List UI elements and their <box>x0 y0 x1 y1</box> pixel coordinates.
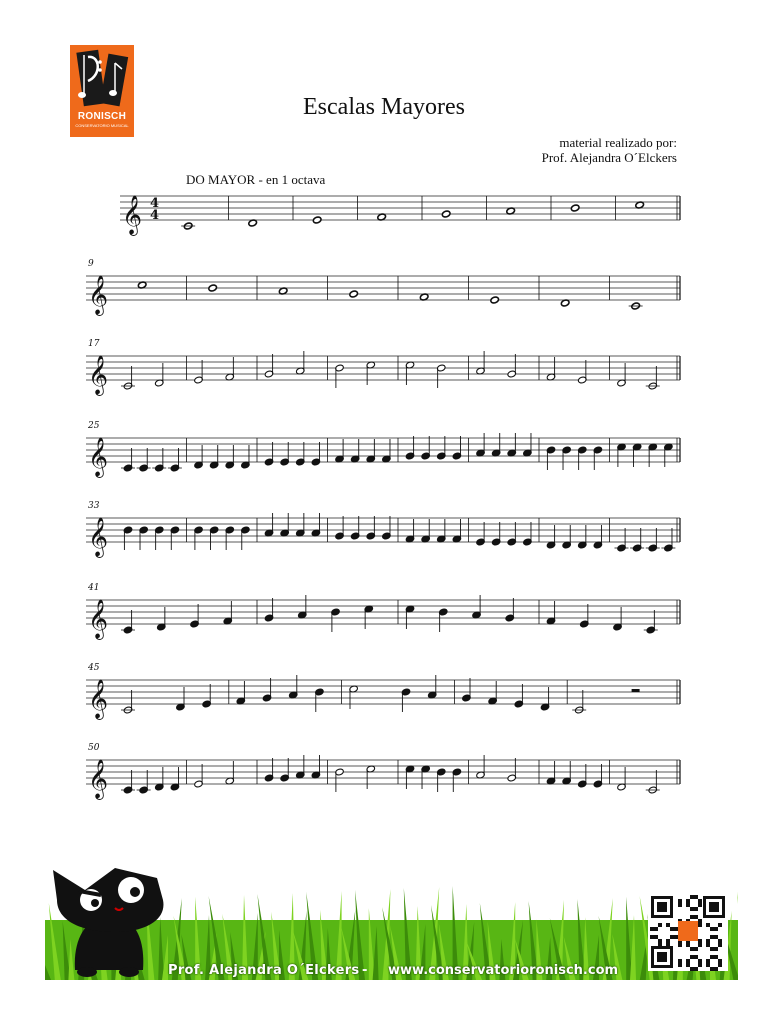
qr-module <box>690 915 694 919</box>
qr-module <box>710 955 714 959</box>
qr-module <box>714 935 718 939</box>
qr-module <box>650 935 654 939</box>
measure-number: 45 <box>88 663 100 673</box>
note-head <box>441 210 450 218</box>
qr-module <box>690 947 694 951</box>
qr-module <box>714 967 718 971</box>
staff-system <box>86 663 680 720</box>
staff-system <box>86 339 680 396</box>
qr-module <box>694 967 698 971</box>
credit-line-1: material realizado por: <box>559 135 677 150</box>
qr-module <box>706 963 710 967</box>
qr-module <box>698 903 702 907</box>
qr-module <box>650 927 654 931</box>
note-head <box>349 290 358 298</box>
note-head <box>570 204 579 212</box>
staff-system <box>86 421 680 478</box>
qr-module <box>654 935 658 939</box>
qr-module <box>670 935 674 939</box>
staff-system <box>86 501 680 558</box>
qr-code-icon <box>648 893 728 971</box>
qr-module <box>686 899 690 903</box>
qr-module <box>718 959 722 963</box>
qr-module <box>678 903 682 907</box>
qr-module <box>698 963 702 967</box>
qr-module <box>710 967 714 971</box>
half-rest <box>632 689 640 692</box>
qr-module <box>678 943 682 947</box>
qr-module <box>706 943 710 947</box>
qr-module <box>674 935 678 939</box>
treble-clef-icon: 𝄞 <box>88 759 109 799</box>
qr-module <box>690 967 694 971</box>
treble-clef-icon: 𝄞 <box>88 437 109 477</box>
qr-module <box>694 947 698 951</box>
qr-module <box>674 927 678 931</box>
footer-separator: - <box>362 963 368 978</box>
page-title: Escalas Mayores <box>303 94 465 120</box>
treble-clef-icon: 𝄞 <box>88 679 109 719</box>
qr-module <box>678 899 682 903</box>
measure-number: 33 <box>88 501 100 511</box>
qr-module <box>658 939 662 943</box>
qr-module <box>686 943 690 947</box>
note-head <box>312 216 321 224</box>
qr-module <box>698 919 702 923</box>
qr-module <box>718 943 722 947</box>
staff-system <box>86 259 680 316</box>
qr-module <box>698 939 702 943</box>
qr-finder <box>709 902 719 912</box>
qr-module <box>666 923 670 927</box>
measure-number: 25 <box>88 421 100 431</box>
qr-module <box>698 943 702 947</box>
staff-system <box>86 583 680 640</box>
measure-number: 17 <box>88 339 100 349</box>
qr-module <box>654 927 658 931</box>
qr-module <box>718 963 722 967</box>
grass-footer-banner <box>45 860 738 980</box>
qr-module <box>714 955 718 959</box>
section-label: DO MAYOR - en 1 octava <box>186 172 326 187</box>
qr-module <box>694 955 698 959</box>
qr-module <box>698 923 702 927</box>
note-head <box>208 284 217 292</box>
qr-module <box>678 963 682 967</box>
qr-module <box>718 939 722 943</box>
staff-system <box>86 743 680 800</box>
qr-module <box>678 959 682 963</box>
qr-module <box>686 959 690 963</box>
qr-module <box>714 927 718 931</box>
note-head <box>490 296 499 304</box>
treble-clef-icon: 𝄞 <box>88 517 109 557</box>
qr-finder <box>657 952 667 962</box>
qr-module <box>670 927 674 931</box>
qr-module <box>694 907 698 911</box>
footer-author: Prof. Alejandra O´Elckers <box>168 963 360 978</box>
logo-subtitle-text: CONSERVATORIO MUSICAL <box>75 123 129 128</box>
qr-module <box>694 895 698 899</box>
measure-number: 41 <box>88 583 100 593</box>
qr-finder <box>657 902 667 912</box>
qr-module <box>694 915 698 919</box>
qr-module <box>710 927 714 931</box>
time-signature-top: 4 <box>150 196 160 211</box>
qr-module <box>698 899 702 903</box>
qr-module <box>710 947 714 951</box>
treble-clef-icon: 𝄞 <box>88 275 109 315</box>
qr-module <box>666 939 670 943</box>
footer-website-link[interactable]: www.conservatorioronisch.com <box>388 963 619 978</box>
qr-module <box>658 923 662 927</box>
qr-module <box>690 955 694 959</box>
qr-module <box>718 923 722 927</box>
qr-module <box>690 895 694 899</box>
qr-module <box>710 935 714 939</box>
qr-module <box>706 923 710 927</box>
qr-module <box>666 943 670 947</box>
qr-module <box>686 903 690 907</box>
treble-clef-icon: 𝄞 <box>88 355 109 395</box>
credit-line-2: Prof. Alejandra O´Elckers <box>541 150 677 165</box>
time-signature-bottom: 4 <box>150 208 160 223</box>
qr-module <box>686 963 690 967</box>
qr-module <box>658 943 662 947</box>
qr-module <box>706 939 710 943</box>
treble-clef-icon: 𝄞 <box>122 195 143 235</box>
logo-brand-text: RONISCH <box>77 111 127 122</box>
measure-number: 9 <box>88 259 94 269</box>
qr-module <box>714 947 718 951</box>
qr-module <box>698 959 702 963</box>
treble-clef-icon: 𝄞 <box>88 599 109 639</box>
qr-module <box>690 907 694 911</box>
qr-module <box>706 959 710 963</box>
measure-number: 50 <box>88 743 100 753</box>
staff-system <box>120 195 680 236</box>
